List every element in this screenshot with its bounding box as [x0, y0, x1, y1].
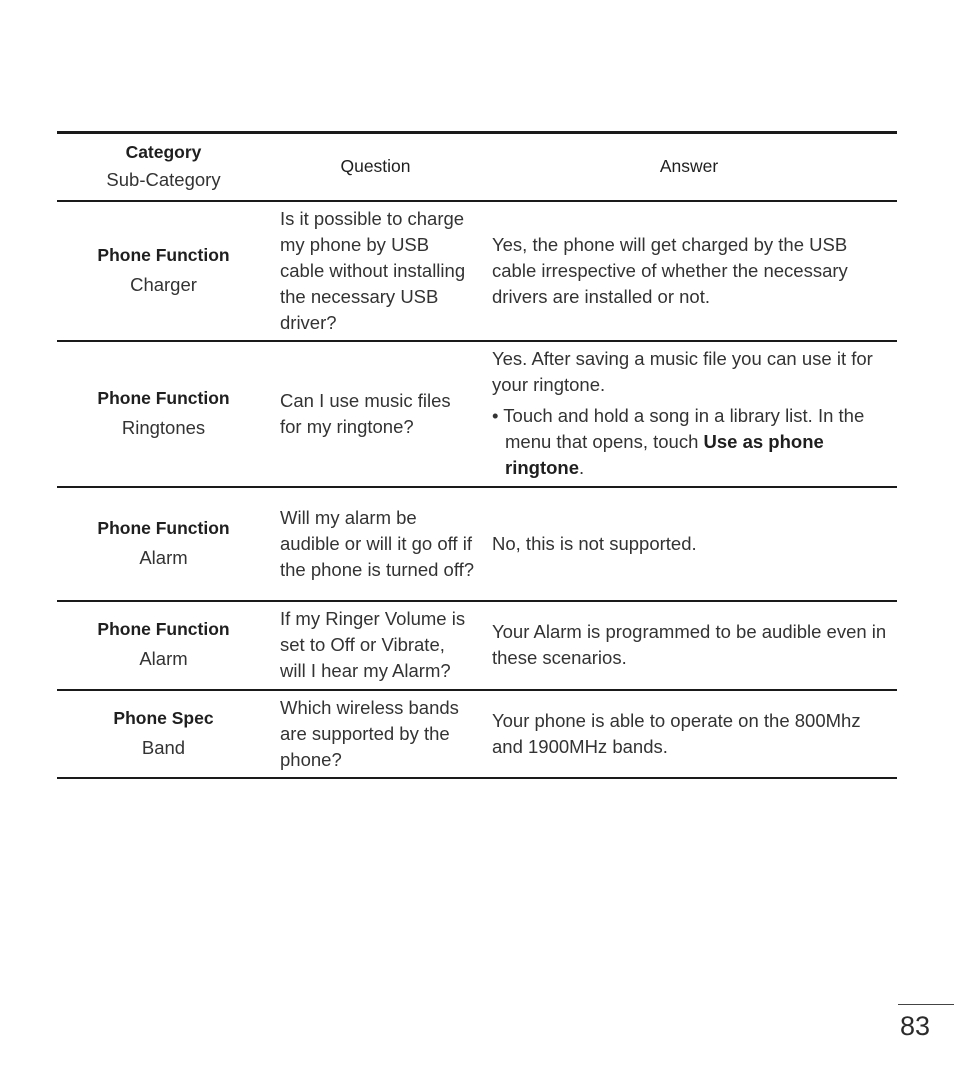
- answer-text: No, this is not supported.: [492, 532, 697, 554]
- category-label: Phone Function: [97, 619, 230, 639]
- sub-category-label: Band: [141, 736, 186, 758]
- answer-text: Yes, the phone will get charged by the USB cable irrespective of whether the necessary drivers are installed or not.: [492, 233, 848, 307]
- question-cell: Is it possible to charge my phone by USB cable without installing the necessary USB driver?: [280, 207, 466, 333]
- bullet-text: • Touch and hold a song in a library list. In the menu that opens, touch: [492, 405, 865, 452]
- answer-text: Yes. After saving a music file you can use it for your ringtone.: [492, 348, 873, 395]
- category-label: Phone Function: [97, 387, 230, 408]
- answer-bullet: [492, 403, 889, 481]
- answer-cell: [481, 201, 897, 341]
- table-header: [57, 133, 897, 201]
- table-row: [57, 690, 897, 778]
- category-label: Phone Function: [97, 244, 230, 265]
- category-cell: [57, 201, 270, 341]
- page-number: 83: [899, 1011, 931, 1041]
- question-cell: Can I use music files for my ringtone?: [280, 389, 451, 437]
- question-cell: If my Ringer Volume is set to Off or Vibrate, will I hear my Alarm?: [280, 608, 466, 681]
- sub-category-label: Charger: [130, 273, 197, 295]
- sub-category-label: Ringtones: [121, 416, 206, 438]
- category-label: Phone Function: [97, 517, 230, 538]
- answer-text: Your Alarm is programmed to be audible even in these scenarios.: [492, 621, 887, 668]
- header-category: Category: [125, 141, 202, 162]
- sub-category-label: Alarm: [139, 546, 188, 568]
- category-cell: [57, 487, 270, 601]
- category-cell: [57, 341, 270, 487]
- answer-cell: [481, 690, 897, 778]
- header-answer: Answer: [659, 156, 719, 177]
- faq-table: [57, 131, 897, 779]
- sub-category-label: Alarm: [139, 648, 188, 669]
- table-row: [57, 601, 897, 690]
- header-question: Question: [340, 156, 411, 177]
- table-row: [57, 341, 897, 487]
- page-number-rule: [898, 1004, 954, 1005]
- bullet-bold-text: Use as phone ringtone: [505, 431, 824, 478]
- answer-cell: [481, 487, 897, 601]
- category-cell: [57, 601, 270, 690]
- header-sub-category: Sub-Category: [106, 168, 221, 190]
- question-cell: Which wireless bands are supported by the phone?: [280, 696, 459, 770]
- answer-text: Your phone is able to operate on the 800Mhz and 1900MHz bands.: [492, 709, 861, 757]
- table-row: [57, 487, 897, 601]
- category-cell: [57, 690, 270, 778]
- answer-cell: [481, 341, 897, 487]
- category-label: Phone Spec: [113, 707, 214, 728]
- answer-cell: [481, 601, 897, 690]
- question-cell: Will my alarm be audible or will it go off if the phone is turned off?: [280, 506, 475, 580]
- header-category-cell: [57, 133, 270, 201]
- bullet-end: .: [579, 457, 585, 478]
- table-row: [57, 201, 897, 341]
